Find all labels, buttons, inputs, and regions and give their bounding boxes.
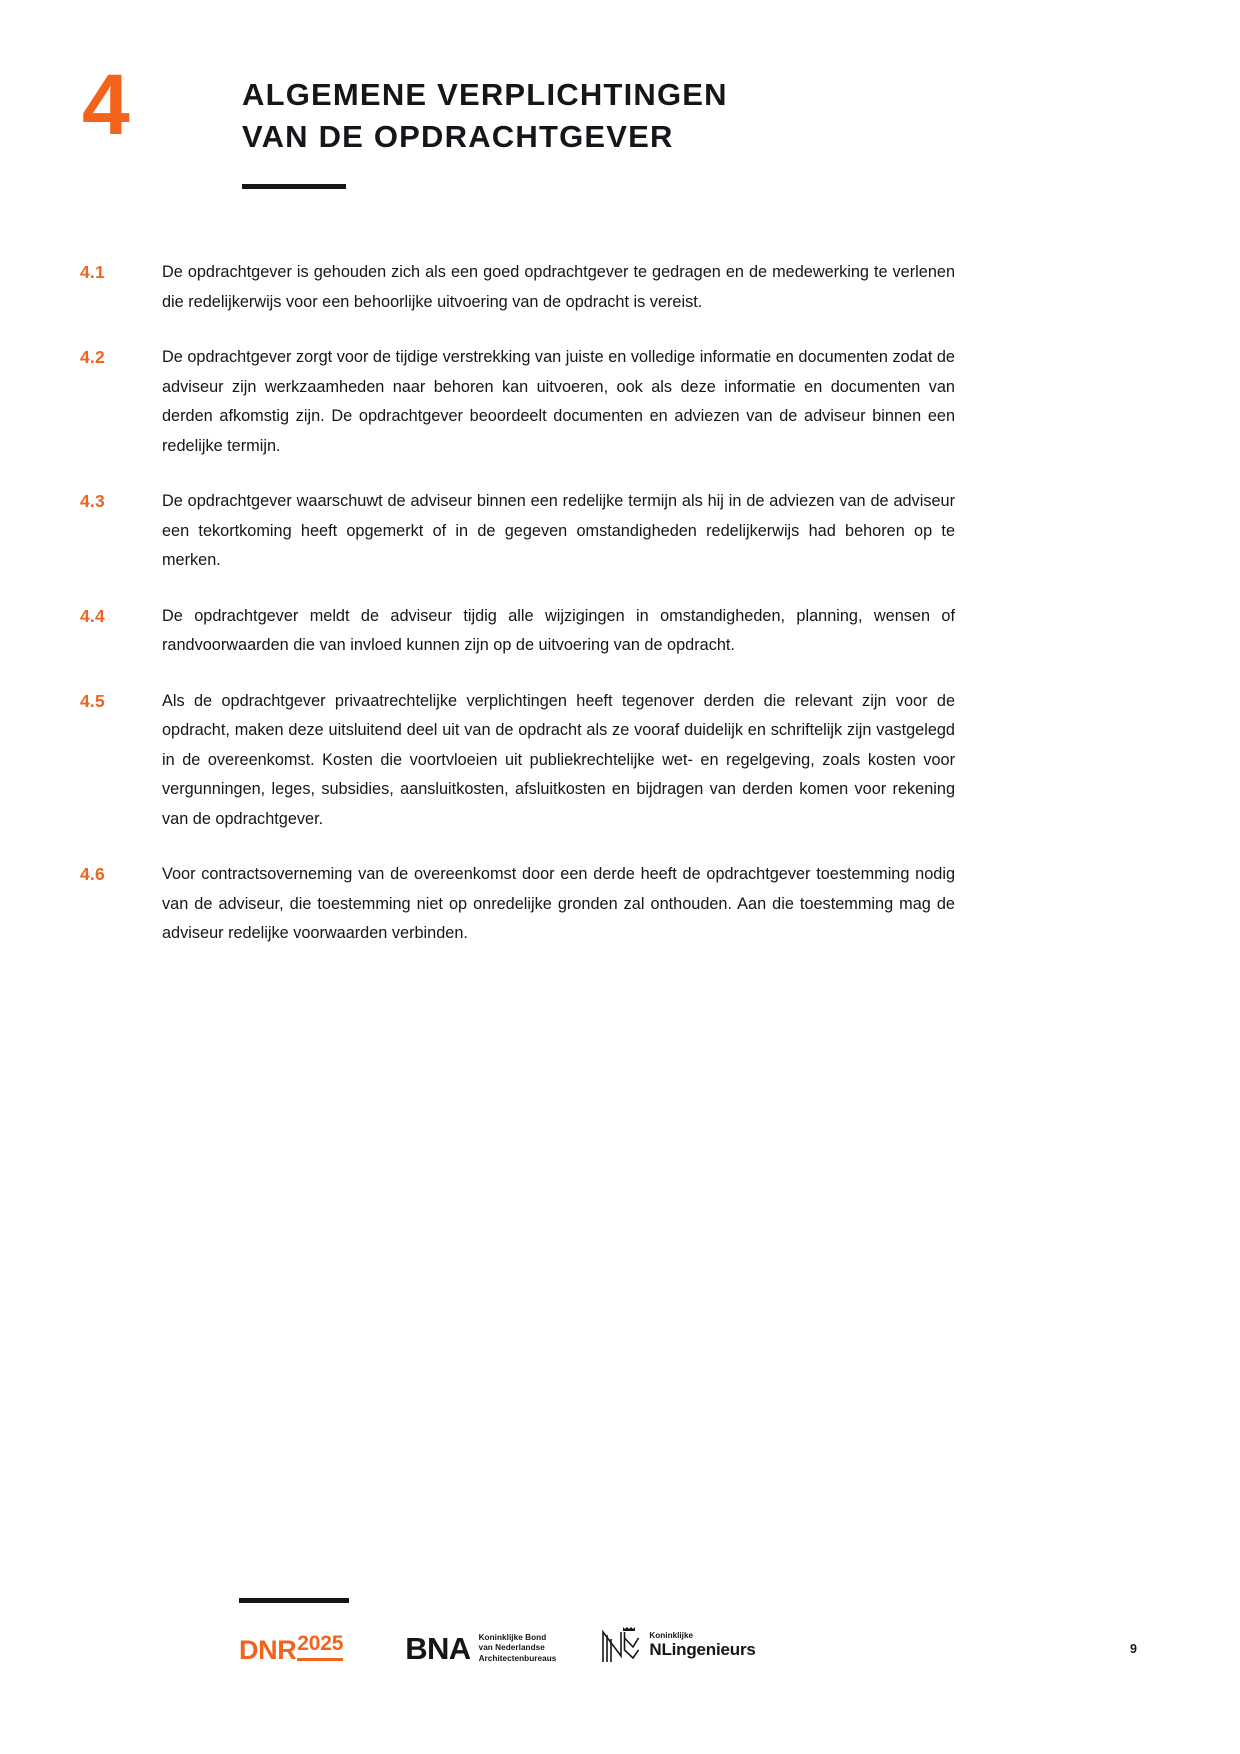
clause-item: [0, 860, 1240, 949]
dnr-logo-word: DNR: [239, 1635, 297, 1665]
chapter-title-line-2: VAN DE OPDRACHTGEVER: [242, 119, 674, 154]
clause-number: 4.5: [80, 690, 105, 711]
clause-number: 4.2: [80, 347, 105, 367]
clause-item: [0, 602, 1240, 661]
clause-number: 4.1: [80, 262, 105, 282]
dnr-logo-year: 2025: [297, 1632, 343, 1661]
footer-logo-group: [239, 1626, 756, 1664]
chapter-title-line-1: ALGEMENE VERPLICHTINGEN: [242, 77, 728, 112]
clause-number: 4.4: [80, 605, 105, 626]
clause-list: [0, 258, 1240, 975]
dnr-logo: [239, 1632, 344, 1665]
title-underline-rule: [242, 184, 346, 189]
chapter-header: [0, 57, 1240, 222]
clause-text: De opdrachtgever zorgt voor de tijdige verstrekking van juiste en volledige informatie en documenten zodat de adviseur zijn werkzaamheden naar behoren kan uitvoeren, ook als deze informatie en documenten van derden afkomstig zijn. De opdrachtgever beoordeelt documenten en adviezen van de adviseur binnen een redelijke termijn.: [162, 348, 955, 455]
clause-item: [0, 487, 1240, 576]
nlingenieurs-koninklijke-label: Koninklijke: [649, 1630, 694, 1640]
page-title: [242, 74, 1002, 158]
page-footer: [0, 1598, 1240, 1688]
bna-logo-subtitle: [479, 1633, 557, 1665]
bna-logo: [405, 1630, 557, 1666]
bna-subtitle-line-2: van Nederlandse: [478, 1643, 545, 1652]
bna-subtitle-line-1: Koninklijke Bond: [478, 1632, 547, 1642]
clause-number: 4.6: [80, 864, 105, 884]
clause-text: De opdrachtgever waarschuwt de adviseur binnen een redelijke termijn als hij in de adviezen van de adviseur een tekortkoming heeft opgemerkt of in de gegeven omstandigheden redelijkerwijs had behoren op te merken.: [162, 492, 955, 569]
clause-text: Voor contractsoverneming van de overeenkomst door een derde heeft de opdrachtgever toestemming nodig van de adviseur, die toestemming niet op onredelijke gronden zal onthouden. Aan die toestemming mag de adviseur redelijke voorwaarden verbinden.: [162, 865, 955, 942]
clause-text: De opdrachtgever meldt de adviseur tijdig alle wijzigingen in omstandigheden, planning, wensen of randvoorwaarden die van invloed kunnen zijn op de uitvoering van de opdracht.: [162, 606, 955, 654]
clause-item: [0, 687, 1240, 835]
clause-item: [0, 343, 1240, 461]
clause-item: [0, 258, 1240, 317]
bna-logo-word: BNA: [405, 1630, 471, 1666]
clause-text: De opdrachtgever is gehouden zich als een goed opdrachtgever te gedragen en de medewerking te verlenen die redelijkerwijs voor een behoorlijke uitvoering van de opdracht is vereist.: [162, 263, 955, 311]
chapter-number: 4: [82, 57, 129, 153]
nlingenieurs-logo: [600, 1626, 755, 1664]
clause-text: Als de opdrachtgever privaatrechtelijke verplichtingen heeft tegenover derden die relevant zijn voor de opdracht, maken deze uitsluitend deel uit van de opdracht als ze vooraf duidelijk en schriftelijk zijn vastgelegd in de overeenkomst. Kosten die voortvloeien uit publiekrechtelijke wet- en regelgeving, zoals kosten voor vergunningen, leges, subsidies, aansluitkosten, afsluitkosten en bijdragen van derden komen voor rekening van de opdrachtgever.: [162, 691, 955, 828]
footer-rule: [239, 1598, 349, 1603]
clause-number: 4.3: [80, 491, 105, 511]
nlingenieurs-name: NLingenieurs: [649, 1640, 756, 1660]
page-number: 9: [1130, 1642, 1137, 1656]
bna-subtitle-line-3: Architectenbureaus: [478, 1653, 557, 1663]
nlingenieurs-crown-mark-icon: [600, 1626, 640, 1664]
nlingenieurs-wordmark: [649, 1631, 755, 1660]
